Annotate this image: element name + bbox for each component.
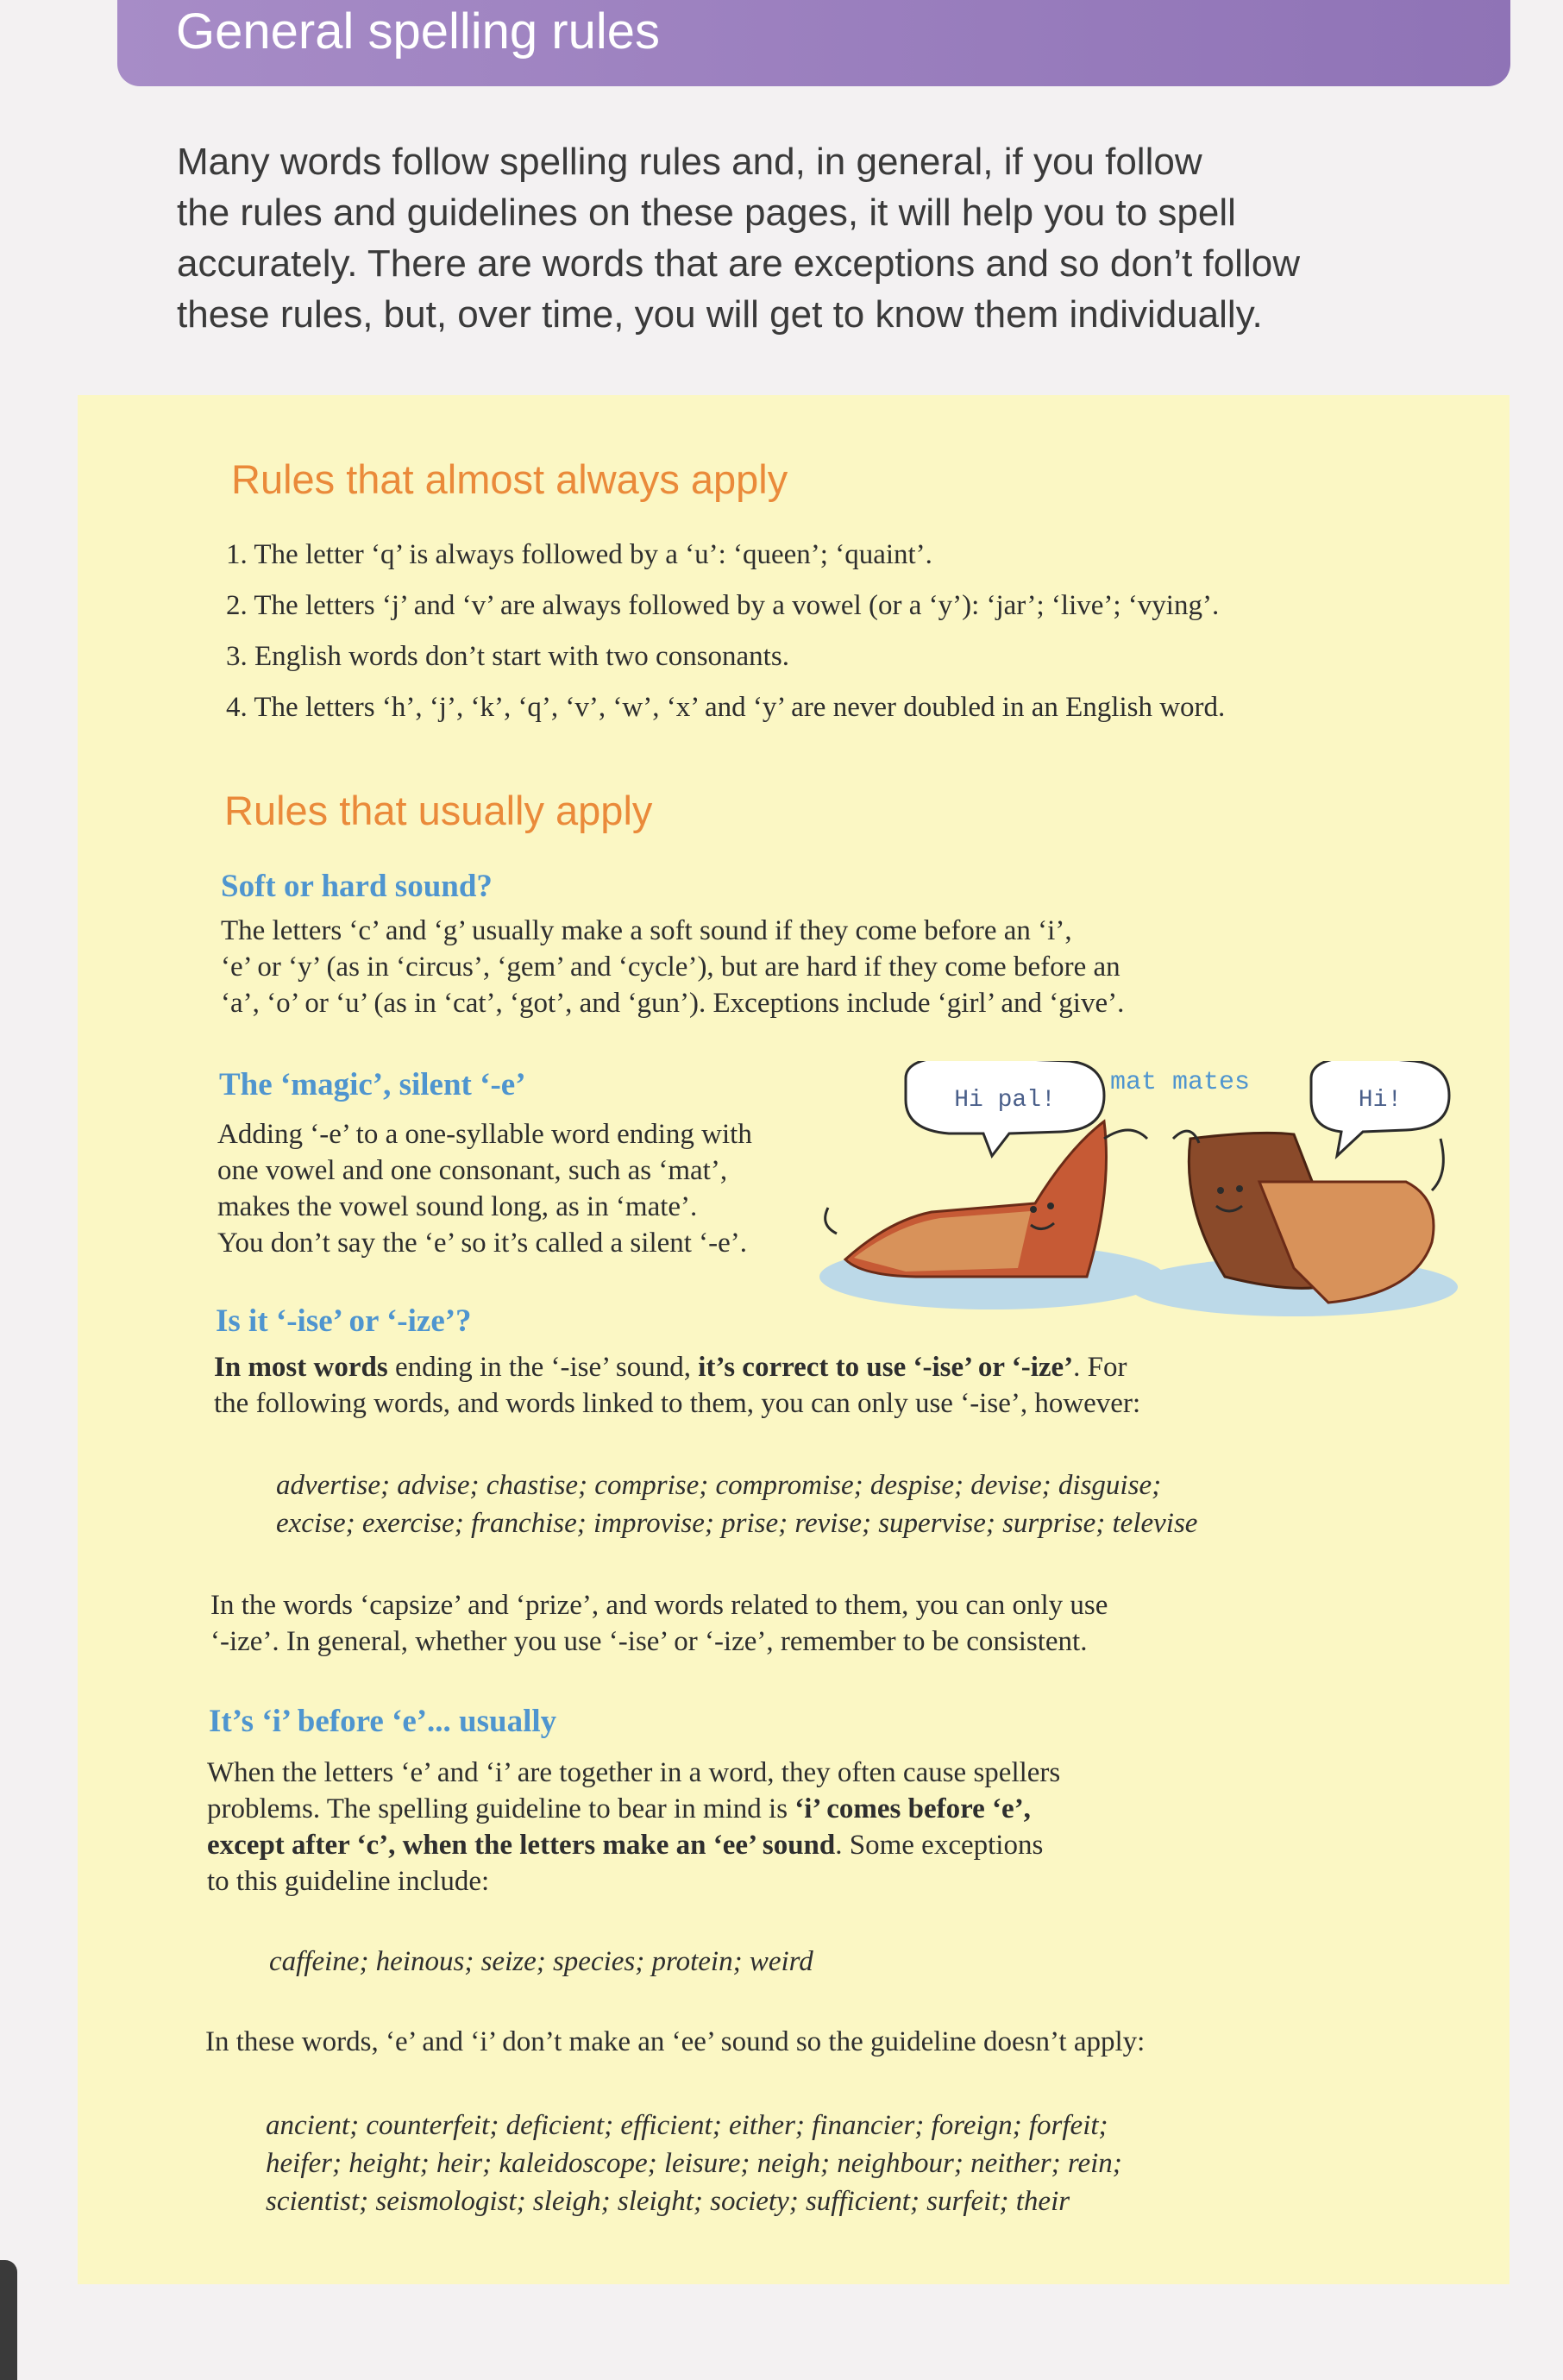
- i-before-e-paragraph: [207, 1755, 1060, 1900]
- i-before-e-line: [207, 1791, 1060, 1827]
- text-phrase: . For: [1073, 1352, 1127, 1383]
- ei-word-list: [266, 2107, 1122, 2220]
- text-phrase: ending in the ‘-ise’ sound,: [387, 1352, 699, 1383]
- intro-line: these rules, but, over time, you will get to know them individually.: [177, 293, 1263, 336]
- soft-hard-heading: Soft or hard sound?: [221, 869, 493, 904]
- ise-ize-line: [214, 1349, 1140, 1385]
- always-rule-list: [226, 530, 1225, 733]
- magic-e-paragraph: [217, 1116, 752, 1261]
- i-before-e-line: When the letters ‘e’ and ‘i’ are together in a word, they often cause spellers: [207, 1757, 1061, 1788]
- left-mat-eye: [1030, 1206, 1037, 1213]
- magic-e-heading: The ‘magic’, silent ‘-e’: [219, 1067, 526, 1102]
- word-list-line: scientist; seismologist; sleigh; sleight; society; sufficient; surfeit; their: [266, 2186, 1070, 2217]
- right-mat-arm: [1432, 1139, 1443, 1190]
- soft-hard-line: The letters ‘c’ and ‘g’ usually make a soft sound if they come before an ‘i’,: [221, 915, 1072, 946]
- left-mat-eye: [1047, 1203, 1054, 1209]
- bold-phrase: it’s correct to use ‘-ise’ or ‘-ize’: [698, 1352, 1074, 1383]
- bold-phrase: In most words: [214, 1352, 388, 1383]
- right-bubble-text: Hi!: [1358, 1087, 1403, 1114]
- text-phrase: problems. The spelling guideline to bear in mind is: [207, 1793, 795, 1824]
- ize-line: ‘-ize’. In general, whether you use ‘-ise’ or ‘-ize’, remember to be consistent.: [210, 1626, 1088, 1657]
- ise-ize-paragraph: [214, 1349, 1140, 1422]
- bold-phrase: except after ‘c’, when the letters make an ‘ee’ sound: [207, 1830, 836, 1861]
- magic-e-line: Adding ‘-e’ to a one-syllable word ending with: [217, 1119, 752, 1150]
- left-mat-texture: [854, 1211, 1031, 1272]
- soft-hard-paragraph: [221, 913, 1124, 1021]
- ie-exception-list: caffeine; heinous; seize; species; protein; weird: [269, 1946, 813, 1977]
- left-mat-arm: [825, 1208, 837, 1234]
- rule-item: 3. English words don’t start with two consonants.: [226, 641, 789, 672]
- intro-line: the rules and guidelines on these pages, it will help you to spell: [177, 192, 1236, 234]
- ize-line: In the words ‘capsize’ and ‘prize’, and words related to them, you can only use: [210, 1590, 1108, 1621]
- right-mat-eye: [1236, 1185, 1243, 1192]
- ise-ize-heading: Is it ‘-ise’ or ‘-ize’?: [216, 1303, 472, 1339]
- left-bubble-text: Hi pal!: [954, 1087, 1056, 1114]
- page-edge-tab: [0, 2260, 17, 2380]
- magic-e-line: You don’t say the ‘e’ so it’s called a silent ‘-e’.: [217, 1228, 748, 1259]
- ize-paragraph: [210, 1587, 1108, 1660]
- word-list-line: heifer; height; heir; kaleidoscope; leisure; neigh; neighbour; neither; rein;: [266, 2148, 1122, 2179]
- illustration-caption: mat mates: [1109, 1068, 1251, 1097]
- word-list-line: excise; exercise; franchise; improvise; prise; revise; supervise; surprise; televise: [276, 1508, 1198, 1539]
- magic-e-line: makes the vowel sound long, as in ‘mate’.: [217, 1191, 698, 1222]
- rule-item: 4. The letters ‘h’, ‘j’, ‘k’, ‘q’, ‘v’, ‘w’, ‘x’ and ‘y’ are never doubled in an English word.: [226, 692, 1226, 723]
- ise-word-list: [276, 1466, 1197, 1542]
- usually-heading: Rules that usually apply: [224, 788, 653, 833]
- i-before-e-line: to this guideline include:: [207, 1866, 490, 1897]
- bold-phrase: ‘i’ comes before ‘e’,: [794, 1793, 1031, 1824]
- soft-hard-line: ‘a’, ‘o’ or ‘u’ (as in ‘cat’, ‘got’, and ‘gun’). Exceptions include ‘girl’ and ‘give’.: [221, 988, 1125, 1019]
- i-before-e-line: [207, 1827, 1060, 1863]
- high-five-hands: [1104, 1130, 1147, 1139]
- intro-line: accurately. There are words that are exceptions and so don’t follow: [177, 242, 1300, 285]
- i-before-e-heading: It’s ‘i’ before ‘e’... usually: [209, 1704, 557, 1739]
- ise-ize-line: the following words, and words linked to them, you can only use ‘-ise’, however:: [214, 1388, 1141, 1419]
- mat-mates-illustration: [811, 1061, 1492, 1320]
- text-phrase: . Some exceptions: [835, 1830, 1044, 1861]
- right-mat-eye: [1217, 1187, 1224, 1194]
- intro-paragraph: [177, 136, 1445, 340]
- soft-hard-line: ‘e’ or ‘y’ (as in ‘circus’, ‘gem’ and ‘cycle’), but are hard if they come before an: [221, 951, 1120, 983]
- rule-item: 2. The letters ‘j’ and ‘v’ are always followed by a vowel (or a ‘y’): ‘jar’; ‘live’; ‘vying’.: [226, 590, 1220, 621]
- no-ee-sound-line: In these words, ‘e’ and ‘i’ don’t make an ‘ee’ sound so the guideline doesn’t apply:: [205, 2026, 1146, 2057]
- intro-line: Many words follow spelling rules and, in general, if you follow: [177, 141, 1202, 183]
- magic-e-line: one vowel and one consonant, such as ‘mat’,: [217, 1155, 728, 1186]
- page-title: General spelling rules: [176, 3, 660, 60]
- always-heading: Rules that almost always apply: [231, 456, 788, 502]
- word-list-line: ancient; counterfeit; deficient; efficient; either; financier; foreign; forfeit;: [266, 2110, 1108, 2141]
- word-list-line: advertise; advise; chastise; comprise; compromise; despise; devise; disguise;: [276, 1470, 1162, 1501]
- rule-item: 1. The letter ‘q’ is always followed by a ‘u’: ‘queen’; ‘quaint’.: [226, 539, 932, 570]
